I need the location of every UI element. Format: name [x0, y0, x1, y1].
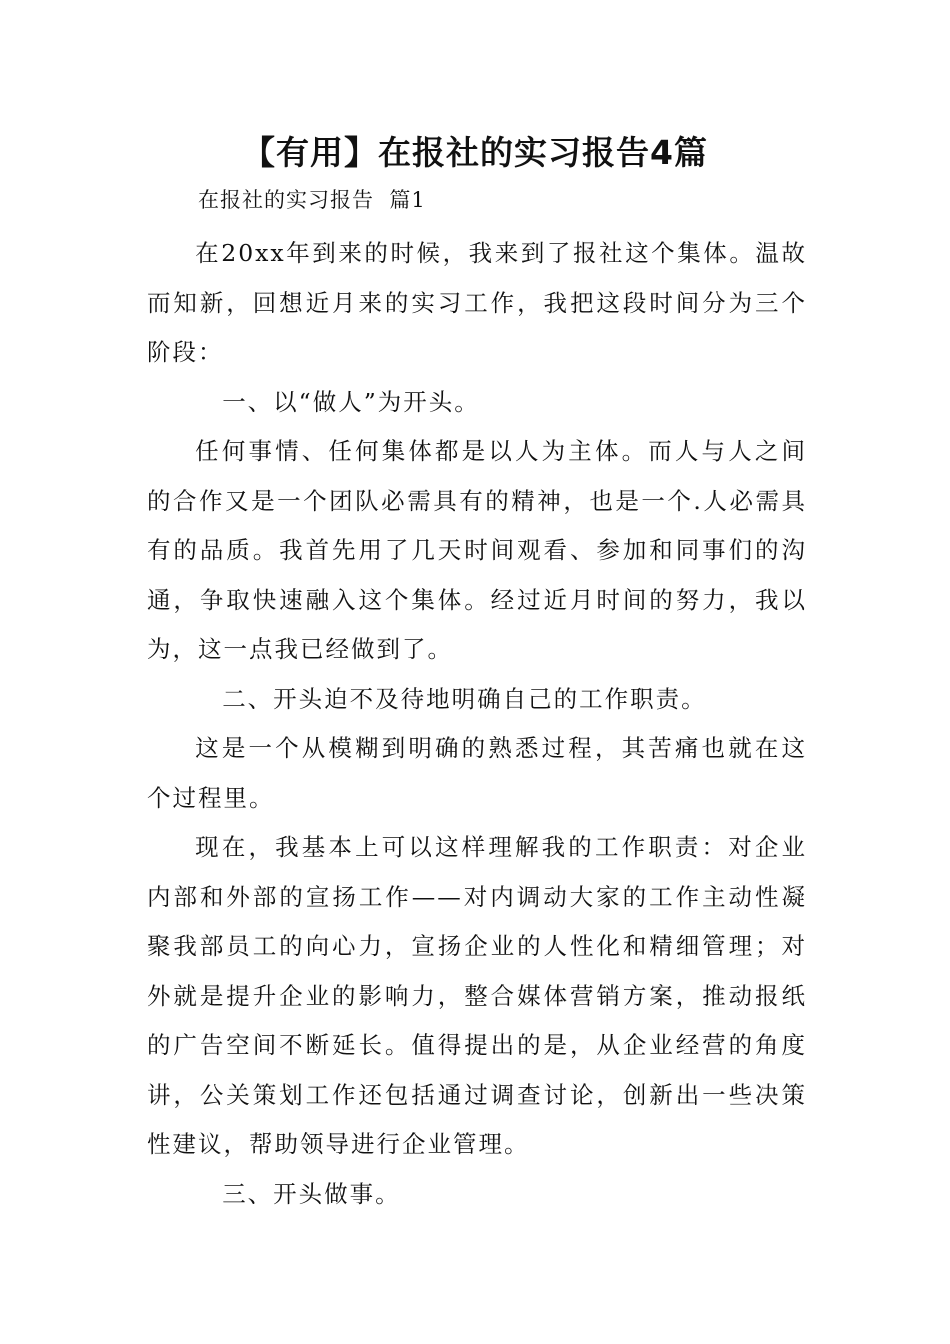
- section-heading-1: 一、以“做人”为开头。: [222, 387, 480, 416]
- paragraph-intro: 在20xx年到来的时候，我来到了报社这个集体。温故而知新，回想近月来的实习工作，我把这段时间分为三个阶段：: [147, 239, 807, 366]
- paragraph-teamwork: 任何事情、任何集体都是以人为主体。而人与人之间的合作又是一个团队必需具有的精神，也是一个.人必需具有的品质。我首先用了几天时间观看、参加和同事们的沟通，争取快速融入这个集体。经过近月时间的努力，我以为，这一点我已经做到了。: [147, 437, 807, 663]
- paragraph-duties: 现在，我基本上可以这样理解我的工作职责：对企业内部和外部的宣扬工作——对内调动大家的工作主动性凝聚我部员工的向心力，宣扬企业的人性化和精细管理；对外就是提升企业的影响力，整合媒体营销方案，推动报纸的广告空间不断延长。值得提出的是，从企业经营的角度讲，公关策划工作还包括通过调查讨论，创新出一些决策性建议，帮助领导进行企业管理。: [147, 833, 807, 1158]
- report-subtitle: 在报社的实习报告 篇1: [198, 188, 426, 212]
- section-heading-3: 三、开头做事。: [222, 1179, 401, 1208]
- document-body: [147, 229, 807, 1219]
- document-title: 【有用】在报社的实习报告4篇: [242, 133, 708, 172]
- section-heading-2: 二、开头迫不及待地明确自己的工作职责。: [222, 684, 707, 713]
- paragraph-process: 这是一个从模糊到明确的熟悉过程，其苦痛也就在这个过程里。: [147, 734, 807, 812]
